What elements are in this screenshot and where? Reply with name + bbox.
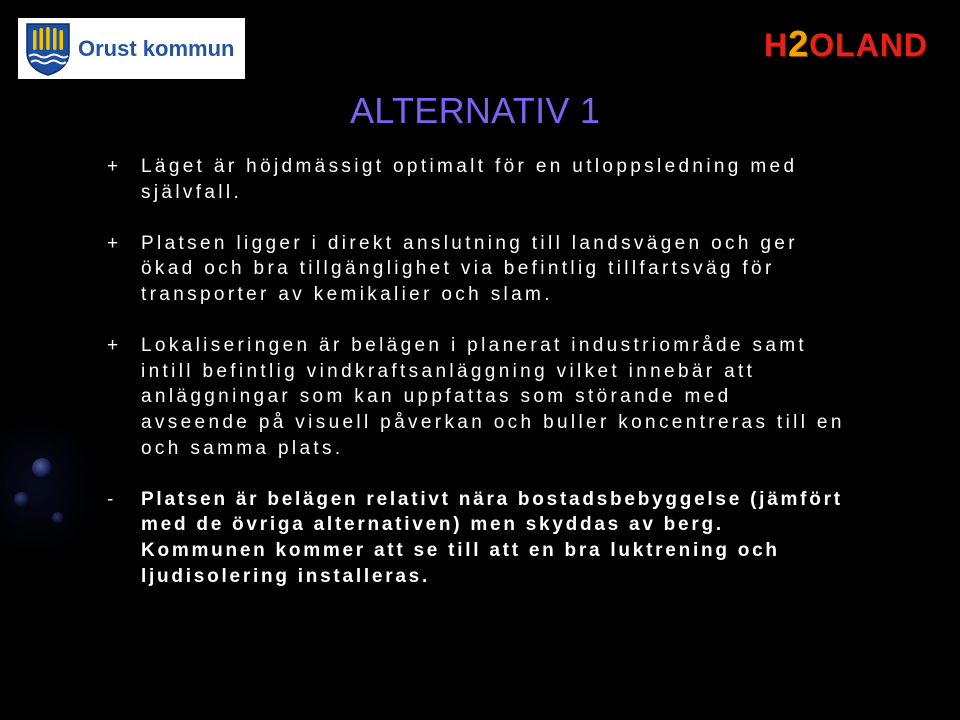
bullet-line: avseende på visuell påverkan och buller koncentreras till en [141,411,845,433]
bullet-line: intill befintlig vindkraftsanläggning vilket innebär att [141,360,756,382]
bullet-text [141,487,960,589]
bullet-item [0,487,960,589]
bullet-item [0,333,960,461]
bullet-line: ljudisolering installeras. [141,565,431,587]
bullet-marker-plus: + [107,156,119,177]
bullet-marker-minus: - [107,488,114,510]
bullet-line: Läget är höjdmässigt optimalt för en utloppsledning med [141,156,798,177]
bullet-text [141,154,960,205]
bullet-text [141,333,960,461]
bullet-line: transporter av kemikalier och slam. [141,283,553,305]
bullet-item [0,154,960,205]
bullet-marker-plus: + [107,335,119,357]
bullet-line: anläggningar som kan uppfattas som störande med [141,386,732,408]
bullet-line: självfall. [141,181,243,203]
bullet-line: och samma plats. [141,437,344,459]
h2oland-logo [764,23,928,64]
orust-kommun-logo [18,18,245,79]
brand-prefix: H [764,27,789,63]
bullet-line: Lokaliseringen är belägen i planerat industriområde samt [141,335,808,357]
logo-text: Orust kommun [78,36,235,61]
bullet-line: Platsen är belägen relativt nära bostadsbebyggelse (jämfört [141,488,843,510]
bullet-list [0,154,960,615]
brand-number: 2 [788,23,810,64]
bullet-text [141,231,960,308]
bullet-line: Platsen ligger i direkt anslutning till landsvägen och ger [141,232,798,254]
bullet-line: Kommunen kommer att se till att en bra luktrening och [141,539,780,561]
coat-of-arms-icon [25,22,71,76]
bullet-marker-plus: + [107,232,119,254]
bullet-line: ökad och bra tillgänglighet via befintlig tillfartsväg för [141,258,775,280]
brand-suffix: OLAND [809,27,928,63]
bullet-line: med de övriga alternativen) men skyddas av berg. [141,514,724,536]
bullet-item [0,231,960,308]
slide-title: ALTERNATIV 1 [350,90,601,131]
